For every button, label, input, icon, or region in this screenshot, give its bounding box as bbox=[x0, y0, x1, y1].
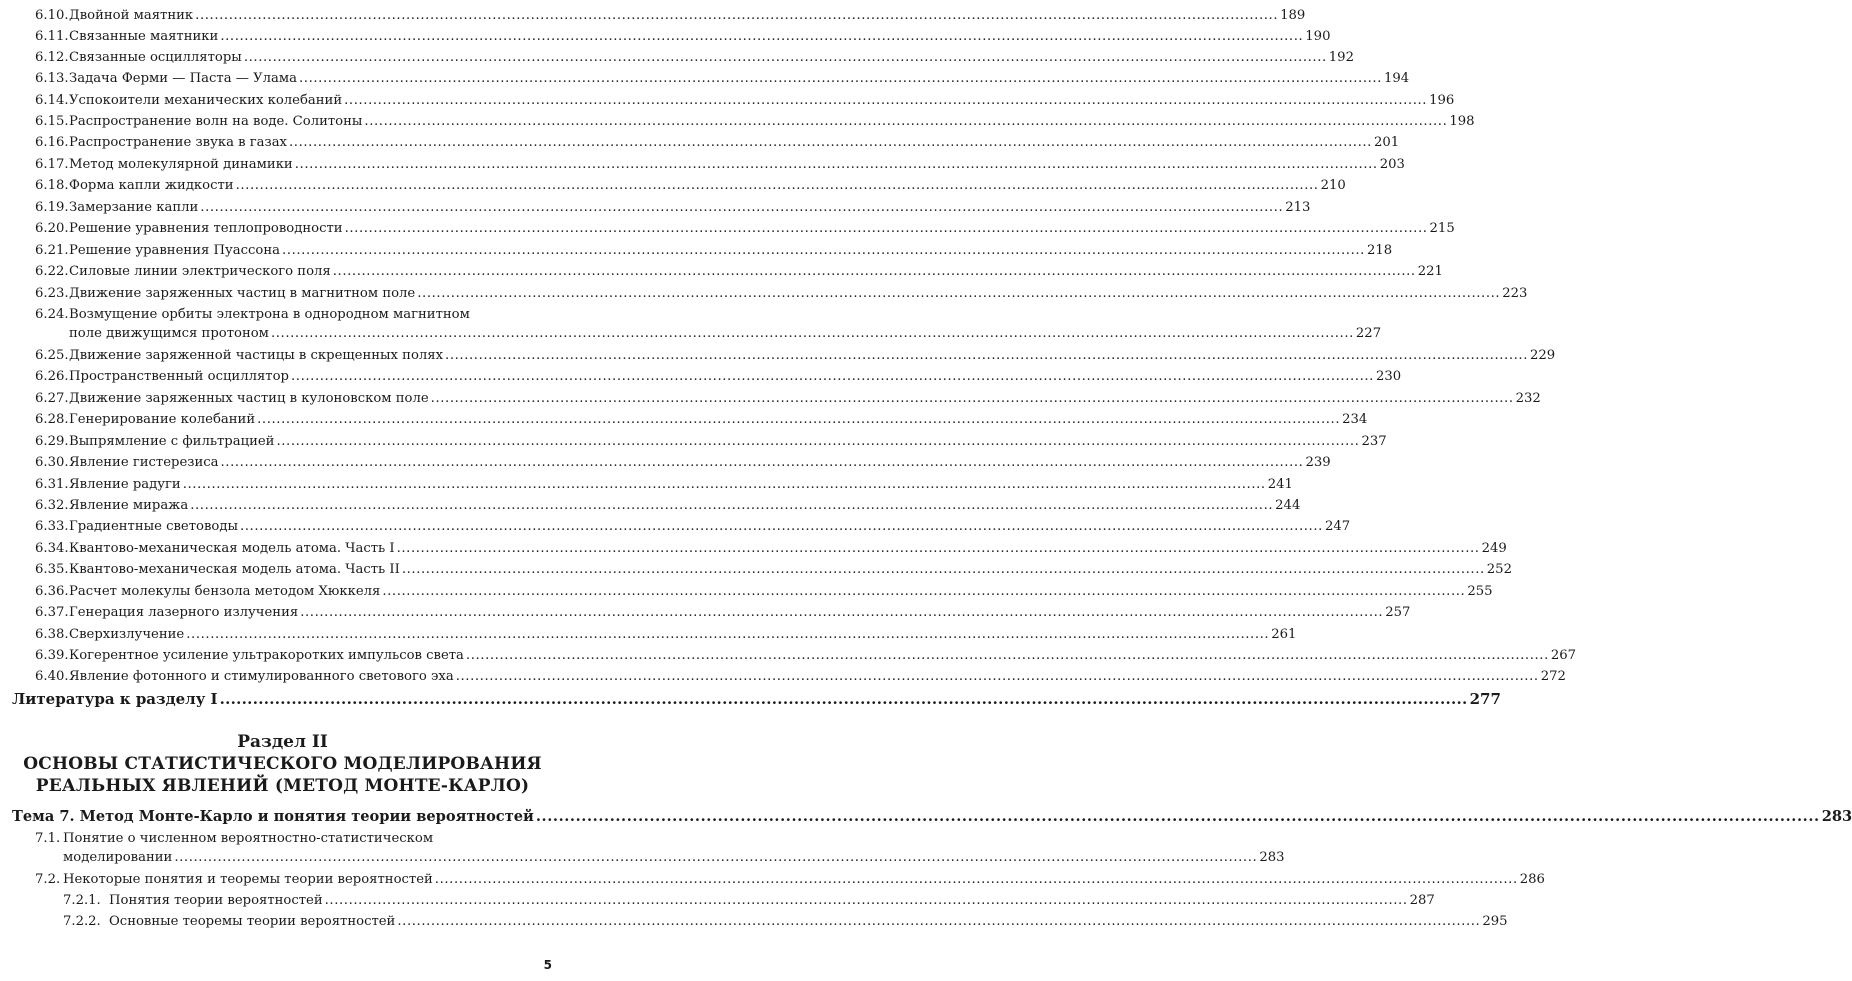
toc-entry-first-line: 7.1. Понятие о численном вероятностно-статистическом bbox=[35, 831, 434, 846]
toc-entry: поле движущимся протоном ..... 227 bbox=[69, 326, 552, 342]
toc-literature: Литература к разделу I ..... 277 bbox=[12, 690, 552, 708]
toc-entry: 6.18. Форма капли жидкости ..... 210 bbox=[35, 178, 552, 194]
toc-entry: 6.26. Пространственный осциллятор ..... 230 bbox=[35, 369, 552, 385]
toc-entry: 6.30. Явление гистерезиса ..... 239 bbox=[35, 455, 552, 471]
toc-entry: 6.21. Решение уравнения Пуассона ..... 218 bbox=[35, 243, 552, 259]
toc-entry: 6.39. Когерентное усиление ультракоротких импульсов света ..... 267 bbox=[35, 648, 552, 664]
toc-entry: 6.32. Явление миража ..... 244 bbox=[35, 498, 552, 514]
toc-subentry: 7.2.1. Понятия теории вероятностей ..... 287 bbox=[63, 893, 552, 909]
toc-entry: 6.36. Расчет молекулы бензола методом Хюккеля ..... 255 bbox=[35, 584, 552, 600]
toc-entry: 6.34. Квантово-механическая модель атома. Часть I ..... 249 bbox=[35, 541, 552, 557]
toc-entry: 6.27. Движение заряженных частиц в кулоновском поле ..... 232 bbox=[35, 391, 552, 407]
toc-subentry: 7.2.2. Основные теоремы теории вероятностей ..... 295 bbox=[63, 914, 552, 930]
toc-entry: 6.22. Силовые линии электрического поля ..... 221 bbox=[35, 264, 552, 280]
toc-entry: 6.20. Решение уравнения теплопроводности ..... 215 bbox=[35, 221, 552, 237]
toc-entry: 6.25. Движение заряженной частицы в скрещенных полях ..... 229 bbox=[35, 348, 552, 364]
section-heading-line1: ОСНОВЫ СТАТИСТИЧЕСКОГО МОДЕЛИРОВАНИЯ bbox=[23, 754, 542, 774]
toc-entry: 6.40. Явление фотонного и стимулированного светового эха ..... 272 bbox=[35, 669, 552, 685]
toc-entry: моделировании ..... 283 bbox=[63, 850, 552, 866]
toc-entry: 6.11. Связанные маятники ..... 190 bbox=[35, 29, 552, 45]
toc-entry: 6.19. Замерзание капли ..... 213 bbox=[35, 200, 552, 216]
toc-topic: Тема 7. Метод Монте-Карло и понятия теории вероятностей ..... 283 bbox=[12, 808, 552, 826]
toc-entry: 6.14. Успокоители механических колебаний ..... 196 bbox=[35, 93, 552, 109]
toc-entry: 6.28. Генерирование колебаний ..... 234 bbox=[35, 412, 552, 428]
toc-entry: 6.33. Градиентные световоды ..... 247 bbox=[35, 519, 552, 535]
section-label: Раздел II bbox=[237, 732, 328, 752]
toc-entry-first-line: 6.24.Возмущение орбиты электрона в однородном магнитном bbox=[35, 307, 470, 322]
toc-entry: 6.38. Сверхизлучение ..... 261 bbox=[35, 627, 552, 643]
toc-entry: 6.15. Распространение волн на воде. Солитоны ..... 198 bbox=[35, 114, 552, 130]
toc-entry: 6.12. Связанные осцилляторы ..... 192 bbox=[35, 50, 552, 66]
toc-entry: 6.23. Движение заряженных частиц в магнитном поле ..... 223 bbox=[35, 286, 552, 302]
toc-entry: 7.2. Некоторые понятия и теоремы теории вероятностей ..... 286 bbox=[35, 872, 552, 888]
toc-entry: 6.31. Явление радуги ..... 241 bbox=[35, 477, 552, 493]
toc-entry: 6.10. Двойной маятник ..... 189 bbox=[35, 8, 552, 24]
page-number: 5 bbox=[543, 958, 552, 972]
toc-entry: 6.37. Генерация лазерного излучения ..... 257 bbox=[35, 605, 552, 621]
toc-entry: 6.13. Задача Ферми — Паста — Улама ..... 194 bbox=[35, 71, 552, 87]
toc-entry: 6.35. Квантово-механическая модель атома. Часть II ..... 252 bbox=[35, 562, 552, 578]
toc-entry: 6.29. Выпрямление с фильтрацией ..... 237 bbox=[35, 434, 552, 450]
toc-entry: 6.16. Распространение звука в газах ..... 201 bbox=[35, 135, 552, 151]
section-heading-line2: РЕАЛЬНЫХ ЯВЛЕНИЙ (МЕТОД МОНТЕ-КАРЛО) bbox=[35, 776, 530, 796]
toc-entry: 6.17. Метод молекулярной динамики ..... 203 bbox=[35, 157, 552, 173]
